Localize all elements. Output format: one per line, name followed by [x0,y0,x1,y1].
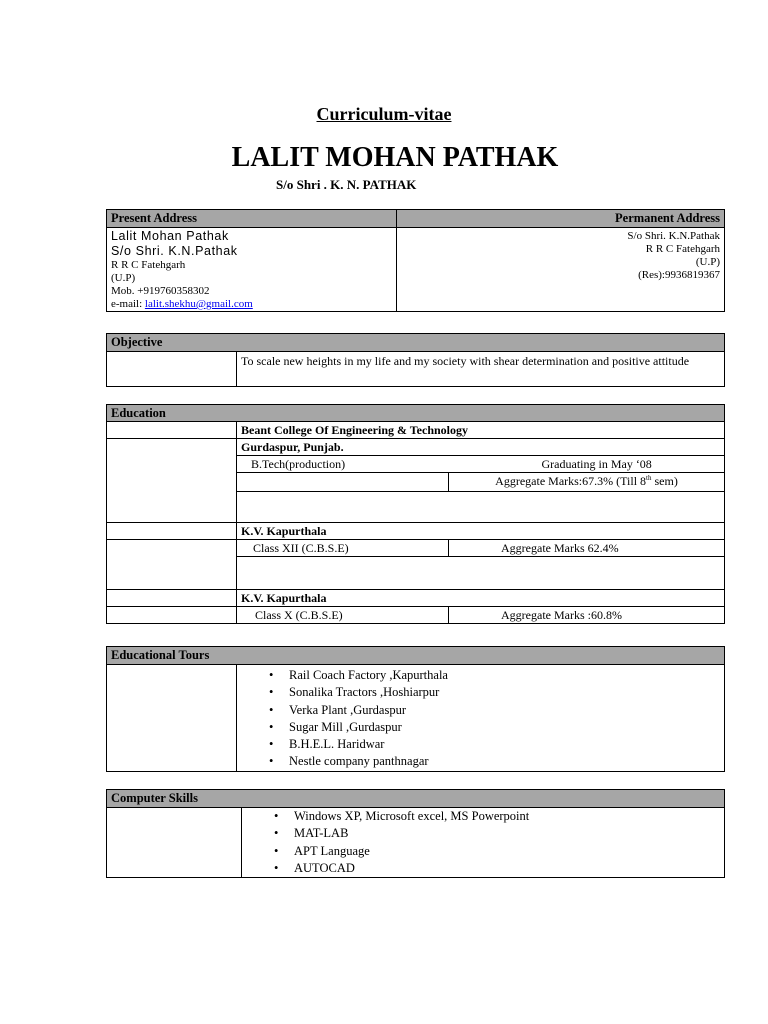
list-item: • MAT-LAB [294,825,720,842]
skills-header: Computer Skills [107,790,725,808]
residence-phone: (Res):9936819367 [638,269,720,281]
permanent-address-header: Permanent Address [397,210,725,228]
present-address-header: Present Address [107,210,397,228]
btech-blank-cell [237,473,449,492]
education-label-cell [107,540,237,590]
address-table [106,209,725,312]
list-item: • Sugar Mill ,Gurdaspur [289,719,720,736]
education-table [106,404,725,624]
present-address-line: S/o Shri. K.N.Pathak [111,244,238,258]
education-label-cell [107,439,237,523]
present-address-cell [107,228,397,312]
objective-text: To scale new heights in my life and my society with shear determination and positive attitude [237,352,725,387]
permanent-address-line: R R C Fatehgarh [645,243,720,255]
email-link[interactable]: lalit.shekhu@gmail.com [144,298,253,310]
graduating-date: Graduating in May ‘08 [541,457,652,471]
present-address-line: R R C Fatehgarh [111,259,186,271]
permanent-address-cell [397,228,725,312]
class10: Class X (C.B.S.E) [237,607,449,624]
blank-row [237,557,725,590]
objective-header: Objective [107,334,725,352]
skills-list-cell [242,808,725,878]
list-item: • B.H.E.L. Haridwar [289,736,720,753]
permanent-address-line: (U.P) [695,256,720,268]
objective-label-cell [107,352,237,387]
tours-list [241,667,720,771]
list-item: • Rail Coach Factory ,Kapurthala [289,667,720,684]
education-label-cell [107,590,237,607]
permanent-address-line: S/o Shri. K.N.Pathak [627,230,720,242]
list-item: • AUTOCAD [294,860,720,877]
school-name: K.V. Kapurthala [237,590,725,607]
education-label-cell [107,523,237,540]
tours-list-cell [237,665,725,772]
list-item: • APT Language [294,843,720,860]
skills-label-cell [107,808,242,878]
present-address-line: Lalit Mohan Pathak [111,229,229,243]
class12-marks: Aggregate Marks 62.4% [449,540,725,557]
degree-row [237,456,725,473]
class10-marks: Aggregate Marks :60.8% [449,607,725,624]
tours-table [106,646,725,772]
document-title: Curriculum-vitae [316,104,452,124]
skills-table [106,789,725,878]
education-label-cell [107,422,237,439]
skills-list [246,808,720,877]
list-item: • Sonalika Tractors ,Hoshiarpur [289,684,720,701]
degree: B.Tech(production) [251,457,346,471]
tours-header: Educational Tours [107,647,725,665]
present-address-line: (U.P) [111,272,136,284]
education-label-cell [107,607,237,624]
email-label: e-mail: [111,298,145,310]
college-name: Beant College Of Engineering & Technology [237,422,725,439]
tours-label-cell [107,665,237,772]
email-line [111,298,392,311]
school-name: K.V. Kapurthala [237,523,725,540]
son-of-line: S/o Shri . K. N. PATHAK [276,177,417,192]
candidate-name: LALIT MOHAN PATHAK [231,142,559,173]
objective-table [106,333,725,387]
list-item: • Verka Plant ,Gurdaspur [289,702,720,719]
btech-marks: Aggregate Marks:67.3% (Till 8th sem) [449,473,725,492]
education-header: Education [107,405,725,422]
mobile-number: Mob. +919760358302 [111,285,210,297]
class12: Class XII (C.B.S.E) [237,540,449,557]
list-item: • Nestle company panthnagar [289,753,720,770]
list-item: • Windows XP, Microsoft excel, MS Powerpoint [294,808,720,825]
college-place: Gurdaspur, Punjab. [237,439,725,456]
blank-row [237,492,725,523]
